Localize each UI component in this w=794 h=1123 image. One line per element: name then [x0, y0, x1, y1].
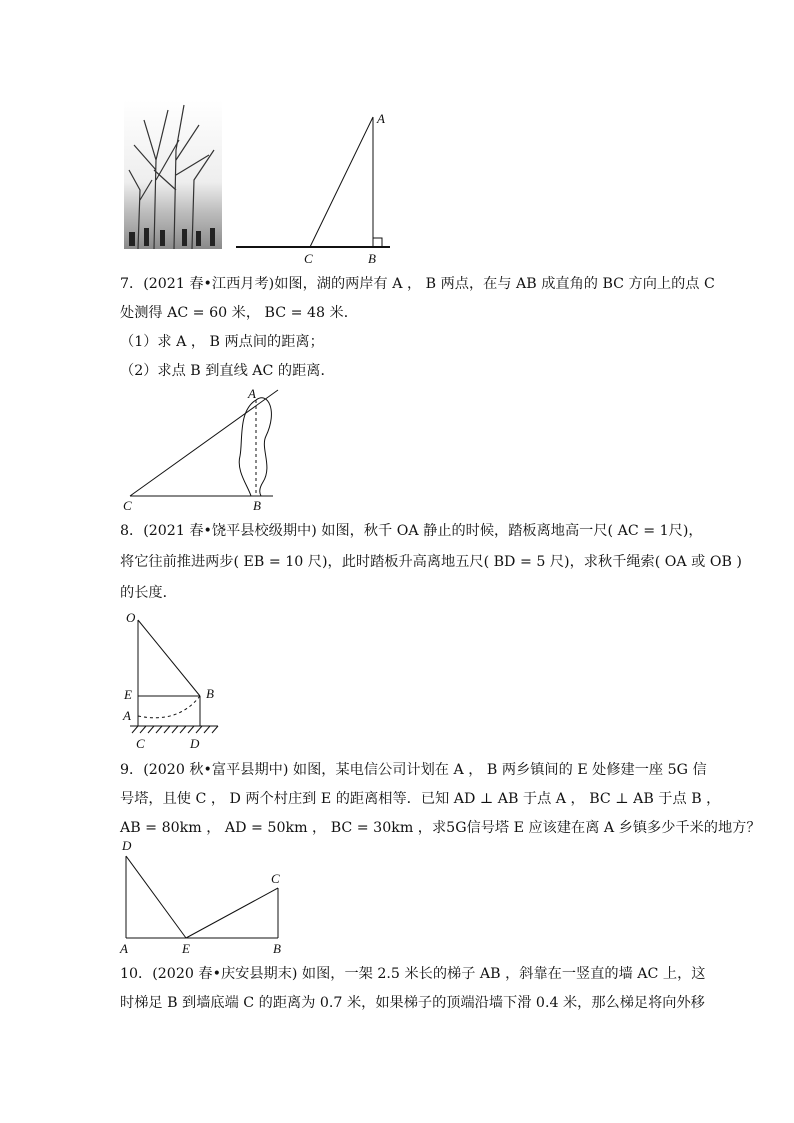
label-b: B [368, 251, 376, 265]
q9-line-1: 9．(2020 秋•富平县期中) 如图，某电信公司计划在 A ， B 两乡镇间的 E 处修建一座 5G 信 [120, 762, 707, 778]
figure-7-lake [118, 386, 288, 514]
figure-8-swing [118, 606, 238, 754]
q7-line-1: 7．(2021 春•江西月考)如图，湖的两岸有 A ， B 两点，在与 AB 成直角的 BC 方向上的点 C [120, 276, 715, 292]
label-a: A [377, 111, 385, 126]
tree-photo [124, 100, 222, 249]
q10-line-2: 时梯足 B 到墙底端 C 的距离为 0.7 米，如果梯子的顶端沿墙下滑 0.4 米，那么梯足将向外移 [120, 995, 705, 1011]
label-c: C [304, 251, 313, 265]
q8-line-1: 8．(2021 春•饶平县校级期中) 如图，秋千 OA 静止的时候，踏板离地高一尺( AC = 1尺)， [120, 523, 703, 539]
label-b: B [273, 941, 281, 956]
label-c: C [123, 498, 132, 513]
label-a: A [120, 941, 128, 956]
label-a: A [248, 386, 256, 401]
q8-line-2: 将它往前推进两步( EB = 10 尺)，此时踏板升高离地五尺( BD = 5 尺)，求秋千绳索( OA 或 OB ) [120, 554, 742, 570]
label-b: B [206, 686, 214, 701]
label-e: E [124, 687, 132, 702]
label-b: B [253, 498, 261, 513]
q7-line-3: （1）求 A ， B 两点间的距离； [120, 334, 324, 350]
q9-line-2: 号塔，且使 C ， D 两个村庄到 E 的距离相等．已知 AD ⊥ AB 于点 A ， BC ⊥ AB 于点 B ， [120, 791, 721, 807]
figure-9-tower [118, 836, 298, 960]
label-c: C [136, 736, 145, 751]
label-d: D [190, 736, 200, 751]
q7-line-4: （2）求点 B 到直线 AC 的距离． [120, 363, 335, 379]
label-d: D [122, 838, 132, 853]
q10-line-1: 10．(2020 春•庆安县期末) 如图，一架 2.5 米长的梯子 AB ，斜靠在一竖直的墙 AC 上，这 [120, 966, 706, 982]
label-e: E [182, 941, 190, 956]
q7-line-2: 处测得 AC = 60 米， BC = 48 米． [120, 305, 358, 321]
figure-6-triangle [230, 105, 400, 265]
label-a: A [123, 708, 131, 723]
label-o: O [126, 610, 136, 625]
q9-line-3: AB = 80km ， AD = 50km ， BC = 30km ，求5G信号塔 E 应该建在离 A 乡镇多少千米的地方？ [120, 820, 761, 836]
label-c: C [271, 871, 280, 886]
q8-line-3: 的长度． [120, 585, 177, 601]
